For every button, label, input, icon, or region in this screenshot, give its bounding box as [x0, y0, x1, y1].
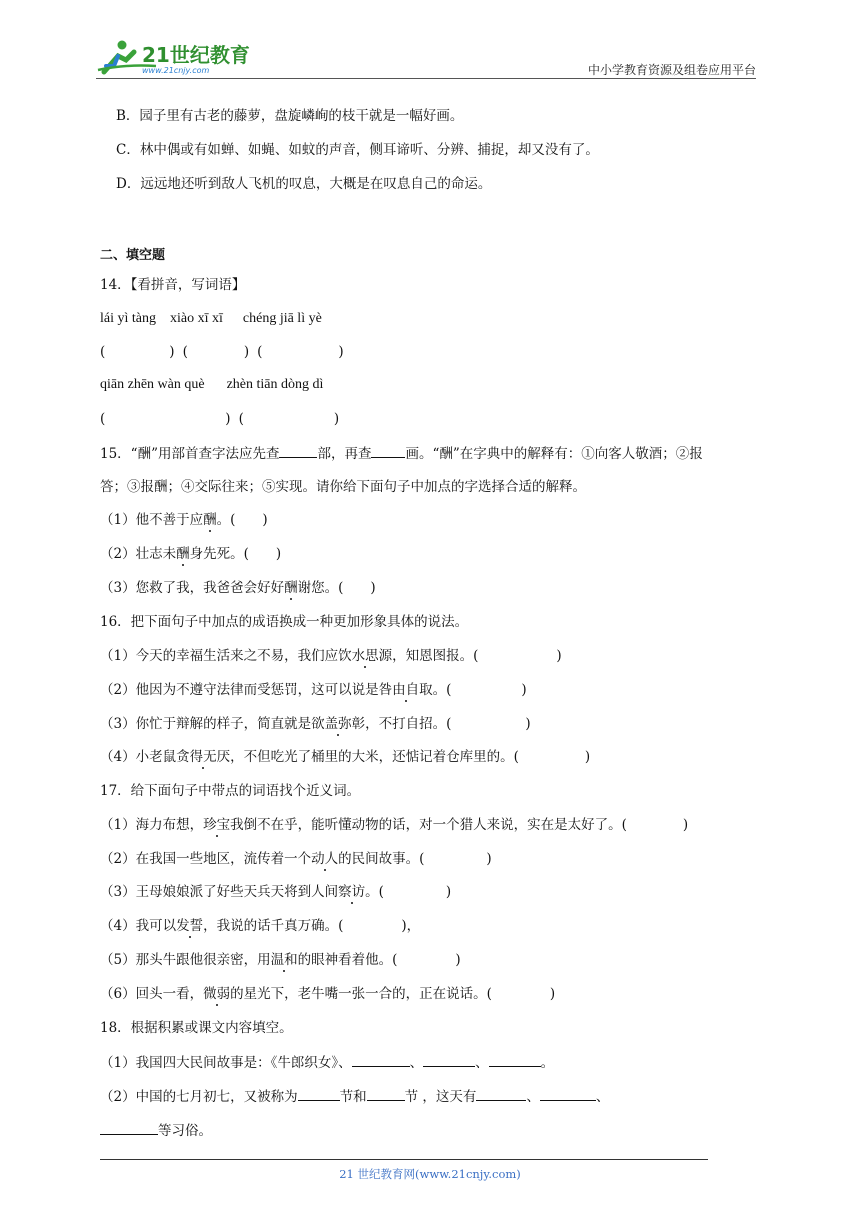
q15-sentence-1: （1）他不善于应酬。( )	[100, 512, 268, 528]
blank-custom-3[interactable]	[100, 1120, 158, 1135]
q14-answer-row-2[interactable]: ( ) ( )	[100, 411, 340, 427]
q15-sentence-2: （2）壮志未酬身先死。( )	[100, 546, 282, 562]
q14-title: 14．【看拼音，写词语】	[100, 277, 246, 293]
blank-story-3[interactable]	[423, 1052, 475, 1067]
blank-radical[interactable]	[279, 443, 317, 458]
option-d: D．远远地还听到敌人飞机的叹息，大概是在叹息自己的命运。	[116, 176, 492, 192]
platform-label: 中小学教育资源及组卷应用平台	[587, 63, 756, 77]
q15-line-2: 答；③报酬；④交际往来；⑤实现。请你给下面句子中加点的字选择合适的解释。	[100, 479, 586, 495]
q18-sentence-3: 等习俗。	[100, 1120, 212, 1141]
q17-sentence-2: （2）在我国一些地区，流传着一个动人的民间故事。( )	[100, 851, 492, 867]
q15-line-1: 15．“酬”用部首查字法应先查 部，再查 画。“酬”在字典中的解释有：①向客人敬酒；②报	[100, 443, 703, 464]
q17-sentence-1: （1）海力布想，珍宝我倒不在乎，能听懂动物的话，对一个猎人来说，实在是太好了。( )	[100, 817, 689, 833]
q14-pinyin-row-2	[100, 375, 323, 395]
pinyin-1: lái yì tàng	[100, 311, 156, 326]
logo-url: www.21cnjy.com	[142, 66, 210, 75]
blank-story-4[interactable]	[489, 1052, 541, 1067]
q16-sentence-1: （1）今天的幸福生活来之不易，我们应饮水思源，知恩图报。( )	[100, 648, 562, 664]
blank-custom-1[interactable]	[476, 1086, 526, 1101]
footer-divider	[100, 1159, 708, 1160]
pinyin-3: chéng jiā lì yè	[242, 311, 322, 326]
q18-sentence-2: （2）中国的七月初七，又被称为 节和 节 ，这天有 、 、	[100, 1086, 609, 1107]
q16-sentence-4: （4）小老鼠贪得无厌，不但吃光了桶里的大米，还惦记着仓库里的。( )	[100, 749, 591, 765]
blank-story-2[interactable]	[352, 1052, 410, 1067]
q18-title: 18．根据积累或课文内容填空。	[100, 1020, 293, 1036]
q15-sentence-3: （3）您救了我，我爸爸会好好酬谢您。( )	[100, 580, 376, 596]
option-b: B．园子里有古老的藤萝，盘旋嶙峋的枝干就是一幅好画。	[116, 108, 464, 124]
q17-sentence-6: （6）回头一看，微弱的星光下，老牛嘴一张一合的，正在说话。( )	[100, 986, 556, 1002]
q16-title: 16．把下面句子中加点的成语换成一种更加形象具体的说法。	[100, 614, 469, 630]
q17-sentence-5: （5）那头牛跟他很亲密，用温和的眼神看着他。( )	[100, 952, 461, 968]
header-divider	[96, 78, 756, 79]
q17-title: 17．给下面句子中带点的词语找个近义词。	[100, 783, 361, 799]
q14-pinyin-row-1	[100, 309, 322, 329]
site-logo	[96, 36, 256, 80]
pinyin-2: xiào xī xī	[170, 311, 223, 326]
q17-sentence-4: （4）我可以发誓，我说的话千真万确。( )，	[100, 918, 421, 934]
pinyin-4: qiān zhēn wàn què	[100, 377, 205, 392]
blank-strokes[interactable]	[371, 443, 405, 458]
blank-festival-1[interactable]	[298, 1086, 340, 1101]
q16-sentence-2: （2）他因为不遵守法律而受惩罚，这可以说是咎由自取。( )	[100, 682, 527, 698]
q14-answer-row-1[interactable]: ( ) ( ) ( )	[100, 344, 344, 360]
pinyin-5: zhèn tiān dòng dì	[226, 377, 324, 392]
option-c: C．林中偶或有如蝉、如蝇、如蚊的声音，侧耳谛听、分辨、捕捉，却又没有了。	[116, 142, 599, 158]
logo-text: 21世纪教育	[142, 43, 250, 67]
footer-link[interactable]: 21 世纪教育网(www.21cnjy.com)	[339, 1167, 521, 1181]
section-title: 二、填空题	[100, 248, 166, 263]
q18-sentence-1: （1）我国四大民间故事是：《牛郎织女》、 、 、 。	[100, 1052, 554, 1073]
q17-sentence-3: （3）王母娘娘派了好些天兵天将到人间察访。( )	[100, 884, 452, 900]
blank-custom-2[interactable]	[540, 1086, 596, 1101]
q16-sentence-3: （3）你忙于辩解的样子，简直就是欲盖弥彰，不打自招。( )	[100, 716, 531, 732]
blank-festival-2[interactable]	[367, 1086, 405, 1101]
